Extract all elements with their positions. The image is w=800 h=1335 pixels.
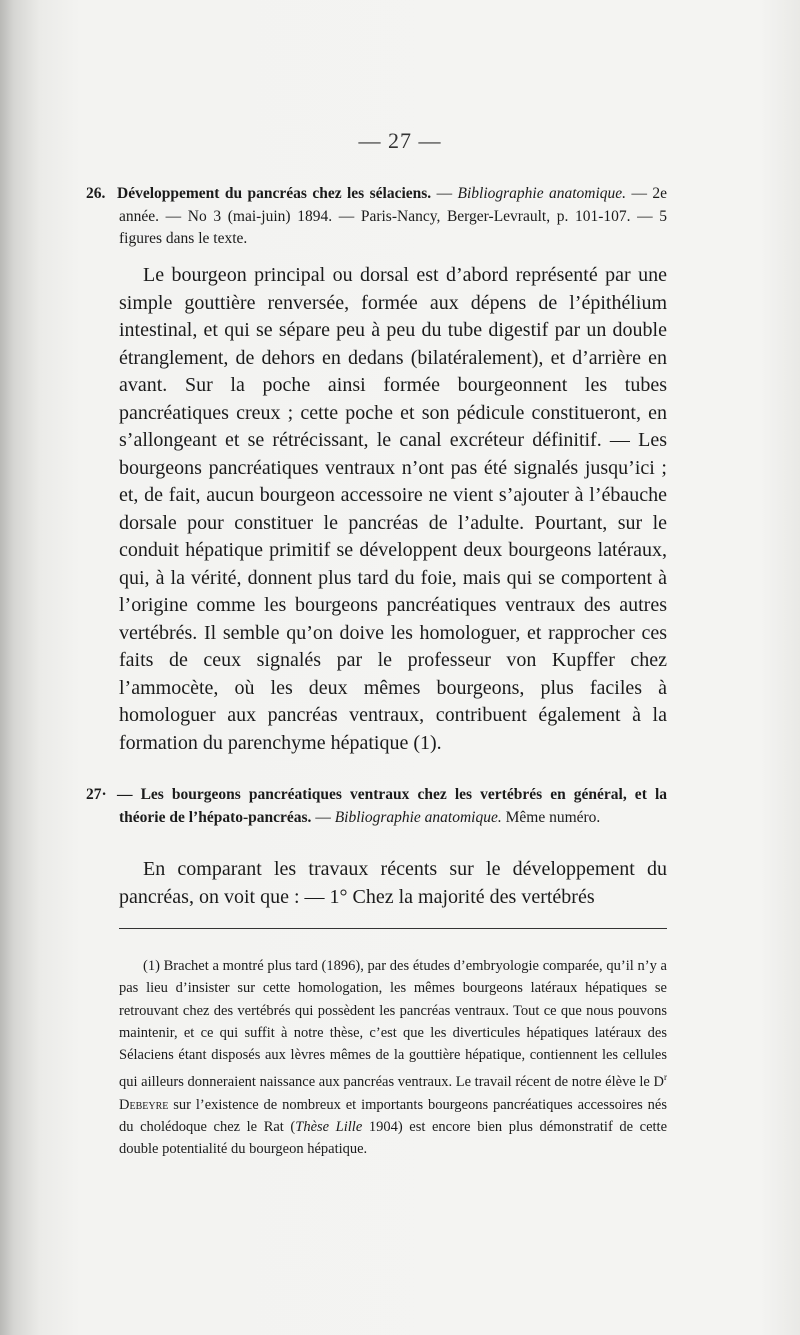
- footnote-text-1: (1) Brachet a montré plus tard (1896), par des études d’embryologie comparée, qu’il n’y a pas lieu d’insister sur cette homologation, les mêmes bourgeons latéraux hépatiques se retrouvant chez des vertébrés qui possèdent les pancréas ventraux. Tout ce que nous pouvons maintenir, et ce qui suffit à notre thèse, c’est que les diverticules hépatiques latéraux des Sélaciens étant disposés aux lèvres mêmes de la gouttière hépatique, contiennent les cellules qui ailleurs donneraient naissance aux pancréas ventraux. Le travail récent de notre élève le: [119, 958, 667, 1091]
- entry-details: — 2e année. — No 3 (mai-juin) 1894. — Paris-Nancy, Berger-Levrault, p. 101-107. — 5 figures dans le texte.: [119, 185, 667, 247]
- page-number: — 27 —: [358, 128, 442, 153]
- footnote: [119, 955, 667, 1161]
- footnote-text-2: sur l’existence de nombreux et importants bourgeons pancréatiques accessoires nés du cholédoque chez le Rat (: [119, 1096, 667, 1135]
- entry-title: — Les bourgeons pancréatiques ventraux chez les vertébrés en général, et la théorie de l’hépato-pancréas.: [117, 786, 667, 826]
- footnote-author-name: Debeyre: [119, 1096, 169, 1113]
- entry-title: Développement du pancréas chez les sélaciens.: [117, 185, 432, 202]
- entry-journal: Bibliographie anatomique.: [457, 185, 627, 202]
- entry-number: 27·: [86, 786, 107, 803]
- footnote-dr-superscript: r: [664, 1072, 667, 1083]
- entry-number: 26.: [86, 185, 106, 202]
- entry-details: Même numéro.: [501, 808, 601, 826]
- bibliography-entry-27: [86, 784, 667, 829]
- footnote-divider: [119, 928, 667, 929]
- footnote-text-3: 1904) est encore bien plus démonstratif de cette double potentialité du bourgeon hépatique.: [119, 1118, 668, 1158]
- entry-dash: —: [311, 808, 335, 826]
- entry-journal: Bibliographie anatomique.: [334, 808, 502, 826]
- entry-dash: —: [431, 185, 458, 202]
- footnote-dr: $D^r$: [653, 1072, 667, 1091]
- bibliography-entry-26: [86, 183, 667, 251]
- body-paragraph-2: En comparant les travaux récents sur le développement du pancréas, on voit que : — 1° Chez la majorité des vertébrés: [119, 858, 667, 908]
- footnote-thesis: Thèse Lille: [295, 1118, 363, 1135]
- body-paragraph-1: Le bourgeon principal ou dorsal est d’abord représenté par une simple gouttière renversée, formée aux dépens de l’épithélium intestinal, et qui se sépare peu à peu du tube digestif par un double étranglement, de dehors en dedans (bilatéralement), et d’arrière en avant. Sur la poche ainsi formée bourgeonnent les tubes pancréatiques creux ; cette poche et son pédicule constitueront, en s’allongeant et se rétrécissant, le canal excréteur définitif. — Les bourgeons pancréatiques ventraux n’ont pas été signalés jusqu’ici ; et, de fait, aucun bourgeon accessoire ne vient s’ajouter à l’ébauche dorsale pour constituer le pancréas de l’adulte. Pourtant, sur le conduit hépatique primitif se développent deux bourgeons latéraux, qui, à la vérité, donnent plus tard du foie, mais qui se comportent à l’origine comme les bourgeons pancréatiques ventraux des autres vertébrés. Il semble qu’on doive les homologuer, et rapprocher ces faits de ceux signalés par le professeur von Kupffer chez l’ammocète, où les deux mêmes bourgeons, plus faciles à homologuer aux pancréas ventraux, contribuent également à la formation du parenchyme hépatique (1).: [119, 264, 667, 754]
